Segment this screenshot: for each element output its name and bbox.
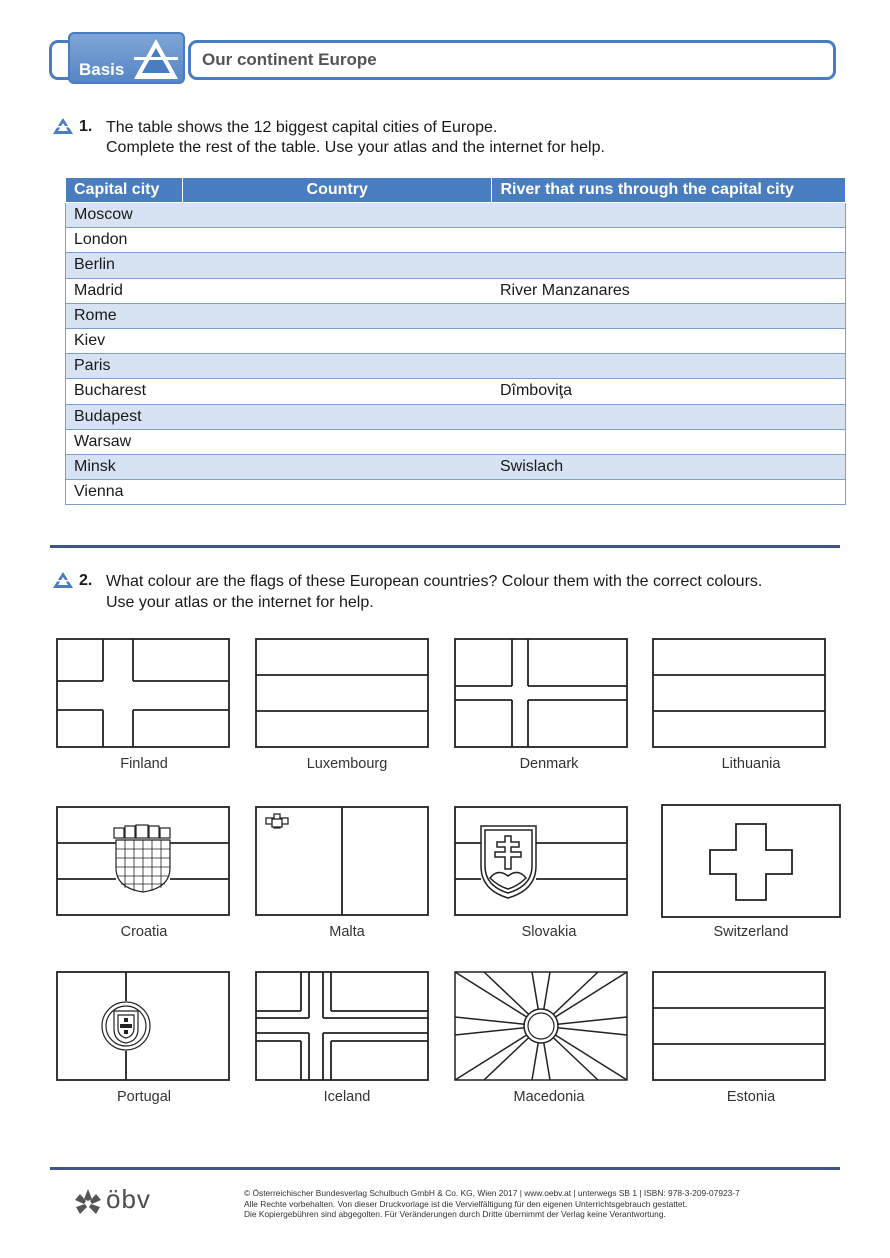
cell-capital-city: Vienna (66, 480, 183, 505)
task-1-line-2: Complete the rest of the table. Use your atlas and the internet for help. (106, 139, 605, 156)
cell-country[interactable] (182, 404, 492, 429)
cell-country[interactable] (182, 354, 492, 379)
cell-river[interactable]: River Manzanares (492, 278, 846, 303)
flag-luxembourg[interactable] (255, 638, 429, 748)
cell-capital-city: Berlin (66, 253, 183, 278)
cell-country[interactable] (182, 278, 492, 303)
cell-river[interactable] (492, 303, 846, 328)
cell-river[interactable] (492, 228, 846, 253)
footer-line-2: Alle Rechte vorbehalten. Von dieser Druckvorlage ist die Vervielfältigung für den eigenen Unterrichtsgebrauch gestattet. (244, 1198, 688, 1209)
table-row (66, 303, 846, 328)
cell-country[interactable] (182, 228, 492, 253)
flag-label-macedonia: Macedonia (513, 1089, 585, 1105)
flag-label-slovakia: Slovakia (521, 924, 577, 940)
footer-divider (50, 1167, 840, 1170)
flag-label-iceland: Iceland (323, 1089, 371, 1105)
flag-label-switzerland: Switzerland (713, 924, 789, 940)
flag-slovakia[interactable] (454, 806, 628, 916)
header-country: Country (182, 178, 492, 203)
cell-country[interactable] (182, 454, 492, 479)
cell-country[interactable] (182, 480, 492, 505)
table-row (66, 354, 846, 379)
oebv-logo-icon (73, 1187, 103, 1217)
cell-country[interactable] (182, 379, 492, 404)
flag-croatia[interactable] (56, 806, 230, 916)
cell-country[interactable] (182, 203, 492, 228)
cell-capital-city: London (66, 228, 183, 253)
capitals-table (65, 177, 846, 505)
flag-label-lithuania: Lithuania (721, 756, 781, 772)
cell-capital-city: Minsk (66, 454, 183, 479)
flag-label-portugal: Portugal (116, 1089, 171, 1105)
task-1-line-1: The table shows the 12 biggest capital cities of Europe. (106, 119, 498, 136)
cell-country[interactable] (182, 429, 492, 454)
cell-capital-city: Paris (66, 354, 183, 379)
cell-country[interactable] (182, 303, 492, 328)
cell-river[interactable] (492, 253, 846, 278)
cell-river[interactable] (492, 328, 846, 353)
footer-copyright (244, 1188, 740, 1220)
oebv-brand: öbv (106, 1184, 151, 1214)
cell-country[interactable] (182, 328, 492, 353)
cell-river[interactable] (492, 480, 846, 505)
table-row (66, 480, 846, 505)
section-divider (50, 545, 840, 548)
flag-label-luxembourg: Luxembourg (306, 756, 388, 772)
cell-capital-city: Warsaw (66, 429, 183, 454)
flag-label-croatia: Croatia (120, 924, 168, 940)
table-row (66, 429, 846, 454)
cell-capital-city: Rome (66, 303, 183, 328)
flag-malta[interactable] (255, 806, 429, 916)
basis-label: Basis (79, 60, 125, 79)
cell-river[interactable] (492, 354, 846, 379)
task-level-icon (52, 571, 74, 589)
task-2-line-2: Use your atlas or the internet for help. (106, 594, 374, 611)
task-2-line-1: What colour are the flags of these European countries? Colour them with the correct colours. (106, 573, 763, 590)
table-header-row (66, 178, 846, 203)
table-row (66, 203, 846, 228)
cell-capital-city: Madrid (66, 278, 183, 303)
cell-river[interactable] (492, 203, 846, 228)
cell-country[interactable] (182, 253, 492, 278)
task-2-number: 2. (79, 572, 93, 589)
pyramid-logo-icon (130, 36, 182, 82)
header-river: River that runs through the capital city (492, 178, 846, 203)
flag-switzerland[interactable] (661, 804, 841, 918)
table-row (66, 328, 846, 353)
cell-river[interactable] (492, 404, 846, 429)
table-row (66, 278, 846, 303)
table-row (66, 379, 846, 404)
cell-river[interactable]: Dîmboviţa (492, 379, 846, 404)
basis-badge (68, 32, 185, 84)
cell-river[interactable]: Swislach (492, 454, 846, 479)
task-1-number: 1. (79, 118, 93, 135)
flag-finland[interactable] (56, 638, 230, 748)
table-row (66, 404, 846, 429)
header-capital-city: Capital city (66, 178, 183, 203)
table-row (66, 253, 846, 278)
cell-capital-city: Moscow (66, 203, 183, 228)
flag-label-denmark: Denmark (519, 756, 579, 772)
flag-macedonia[interactable] (454, 971, 628, 1081)
table-row (66, 228, 846, 253)
footer-line-1: © Österreichischer Bundesverlag Schulbuch GmbH & Co. KG, Wien 2017 | www.oebv.at | unterwegs SB 1 | ISBN: 978-3-209-07923-7 (244, 1188, 740, 1198)
task-level-icon (52, 117, 74, 135)
flag-denmark[interactable] (454, 638, 628, 748)
table-row (66, 454, 846, 479)
footer-line-3: Die Kopiergebühren sind abgegolten. Für Veränderungen durch Dritte übernimmt der Verlag keine Verantwortung. (244, 1209, 666, 1220)
flag-label-finland: Finland (120, 756, 168, 772)
flag-portugal[interactable] (56, 971, 230, 1081)
cell-river[interactable] (492, 429, 846, 454)
flag-lithuania[interactable] (652, 638, 826, 748)
flag-estonia[interactable] (652, 971, 826, 1081)
flag-iceland[interactable] (255, 971, 429, 1081)
cell-capital-city: Budapest (66, 404, 183, 429)
cell-capital-city: Bucharest (66, 379, 183, 404)
cell-capital-city: Kiev (66, 328, 183, 353)
page-title: Our continent Europe (202, 50, 377, 69)
flag-label-estonia: Estonia (726, 1089, 776, 1105)
flag-label-malta: Malta (329, 924, 365, 940)
